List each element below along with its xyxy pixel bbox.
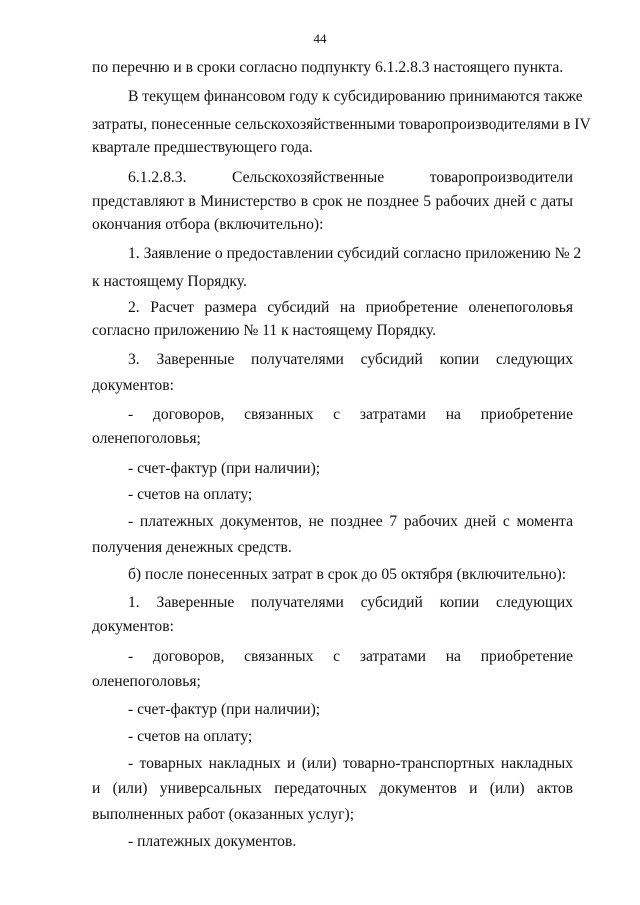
- text-line: документов:: [92, 377, 174, 394]
- text-line: - платежных документов.: [128, 833, 297, 850]
- text-line: б) после понесенных затрат в срок до 05 октября (включительно):: [128, 566, 567, 583]
- text-line: - счетов на оплату;: [128, 486, 253, 503]
- text-line: по перечню и в сроки согласно подпункту 6.1.2.8.3 настоящего пункта.: [92, 59, 564, 76]
- text-line: - счет-фактур (при наличии);: [128, 460, 321, 477]
- text-line: затраты, понесенные сельскохозяйственными товаропроизводителями в IV: [92, 116, 591, 133]
- text-line: документов:: [92, 618, 174, 635]
- text-line: получения денежных средств.: [92, 539, 292, 556]
- text-line: квартале предшествующего года.: [92, 139, 313, 156]
- text-line: к настоящему Порядку.: [92, 273, 247, 290]
- text-line: 3. Заверенные получателями субсидий копии следующих: [128, 351, 573, 368]
- text-line: - счет-фактур (при наличии);: [128, 701, 321, 718]
- text-line: 2. Расчет размера субсидий на приобретение оленепоголовья: [128, 299, 573, 316]
- text-line: оленепоголовья;: [92, 430, 201, 447]
- text-line: - товарных накладных и (или) товарно-транспортных накладных: [128, 755, 573, 772]
- text-line: согласно приложению № 11 к настоящему Порядку.: [92, 322, 436, 339]
- text-line: 6.1.2.8.3. Сельскохозяйственные товаропроизводители: [128, 169, 573, 186]
- text-line: 1. Заверенные получателями субсидий копии следующих: [128, 594, 573, 611]
- text-line: - счетов на оплату;: [128, 728, 253, 745]
- text-line: - платежных документов, не позднее 7 рабочих дней с момента: [128, 513, 573, 530]
- text-line: оленепоголовья;: [92, 673, 201, 690]
- text-line: В текущем финансовом году к субсидированию принимаются также: [128, 88, 583, 105]
- text-line: - договоров, связанных с затратами на приобретение: [128, 406, 573, 423]
- text-line: 1. Заявление о предоставлении субсидий согласно приложению № 2: [128, 245, 582, 262]
- text-line: и (или) универсальных передаточных документов и (или) актов: [92, 780, 573, 797]
- text-line: представляют в Министерство в срок не позднее 5 рабочих дней с даты: [92, 193, 573, 210]
- page-number: 44: [313, 31, 327, 46]
- text-line: выполненных работ (оказанных услуг);: [92, 806, 355, 823]
- text-line: окончания отбора (включительно):: [92, 216, 324, 233]
- text-line: - договоров, связанных с затратами на приобретение: [128, 648, 573, 665]
